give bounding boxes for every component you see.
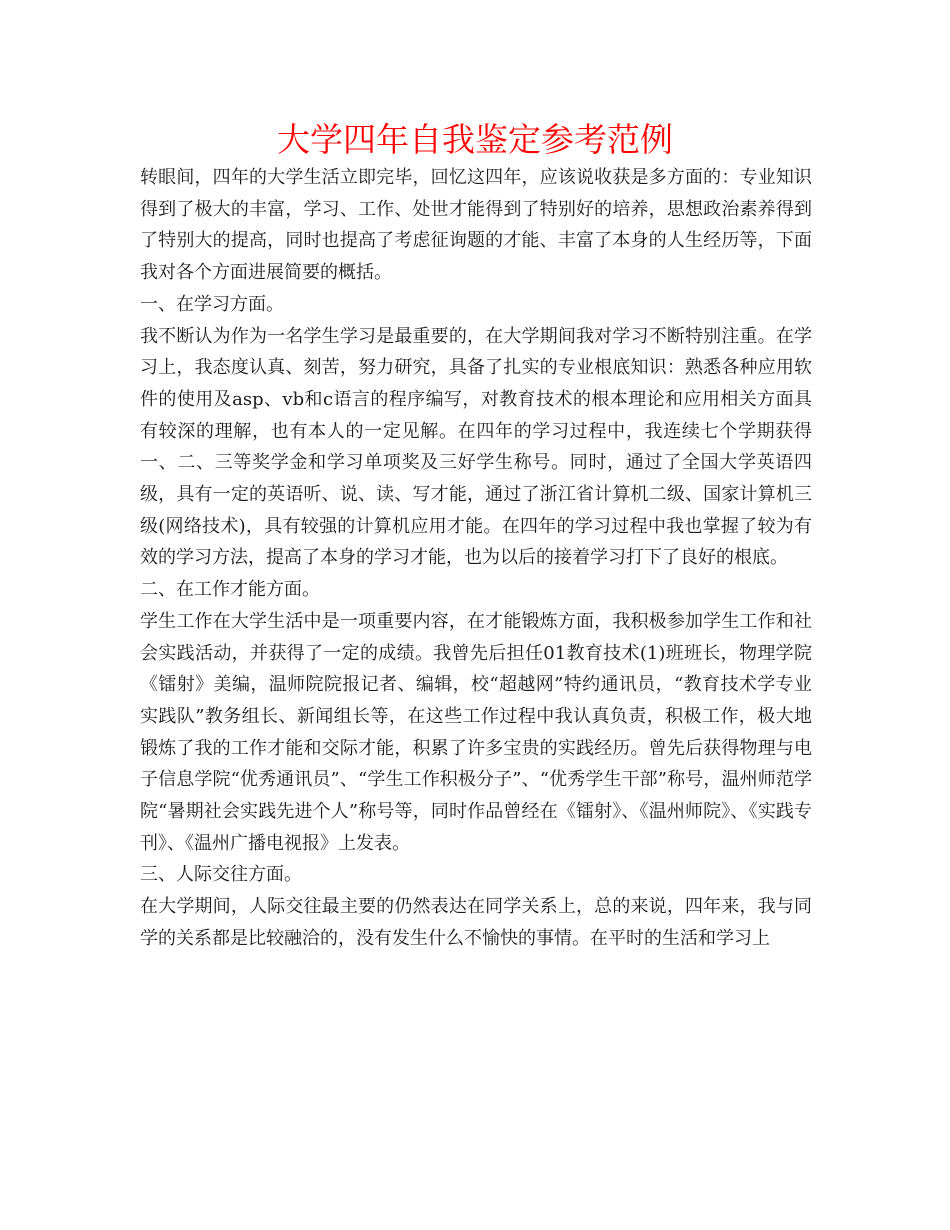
intro-paragraph: 转眼间，四年的大学生活立即完毕，回忆这四年，应该说收获是多方面的：专业知识得到了极大的丰富，学习、工作、处世才能得到了特别好的培养，思想政治素养得到了特别大的提高，同时也提高了考虑征询题的才能、丰富了本身的人生经历等，下面我对各个方面进展简要的概括。 <box>140 167 812 284</box>
section-body-social: 在大学期间，人际交往最主要的仍然表达在同学关系上，总的来说，四年来，我与同学的关系都是比较融洽的，没有发生什么不愉快的事情。在平时的生活和学习上 <box>140 896 812 949</box>
section-body-work: 学生工作在大学生活中是一项重要内容，在才能锻炼方面，我积极参加学生工作和社会实践活动，并获得了一定的成绩。我曾先后担任01教育技术(1)班班长，物理学院《镭射》美编，温师院院报记者、编辑，校“超越网”特约通讯员，“教育技术学专业实践队”教务组长、新闻组长等，在这些工作过程中我认真负责，积极工作，极大地锻炼了我的工作才能和交际才能，积累了许多宝贵的实践经历。曾先后获得物理与电子信息学院“优秀通讯员”、“学生工作积极分子”、“优秀学生干部”称号，温州师范学院“暑期社会实践先进个人”称号等，同时作品曾经在《镭射》、《温州师院》、《实践专刊》、《温州广播电视报》上发表。 <box>140 610 812 854</box>
document-body <box>140 162 812 955</box>
document-title: 大学四年自我鉴定参考范例 <box>277 120 673 159</box>
section-heading-work: 二、在工作才能方面。 <box>140 579 320 601</box>
section-body-study: 我不断认为作为一名学生学习是最重要的，在大学期间我对学习不断特别注重。在学习上，我态度认真、刻苦，努力研究，具备了扎实的专业根底知识：熟悉各种应用软件的使用及asp、vb和c语言的程序编写，对教育技术的根本理论和应用相关方面具有较深的理解，也有本人的一定见解。在四年的学习过程中，我连续七个学期获得一、二、三等奖学金和学习单项奖及三好学生称号。同时，通过了全国大学英语四级，具有一定的英语听、说、读、写才能，通过了浙江省计算机二级、国家计算机三级(网络技术)，具有较强的计算机应用才能。在四年的学习过程中我也掌握了较为有效的学习方法，提高了本身的学习才能，也为以后的接着学习打下了良好的根底。 <box>140 325 812 569</box>
section-heading-study: 一、在学习方面。 <box>140 293 284 315</box>
section-heading-social: 三、人际交往方面。 <box>140 864 302 886</box>
